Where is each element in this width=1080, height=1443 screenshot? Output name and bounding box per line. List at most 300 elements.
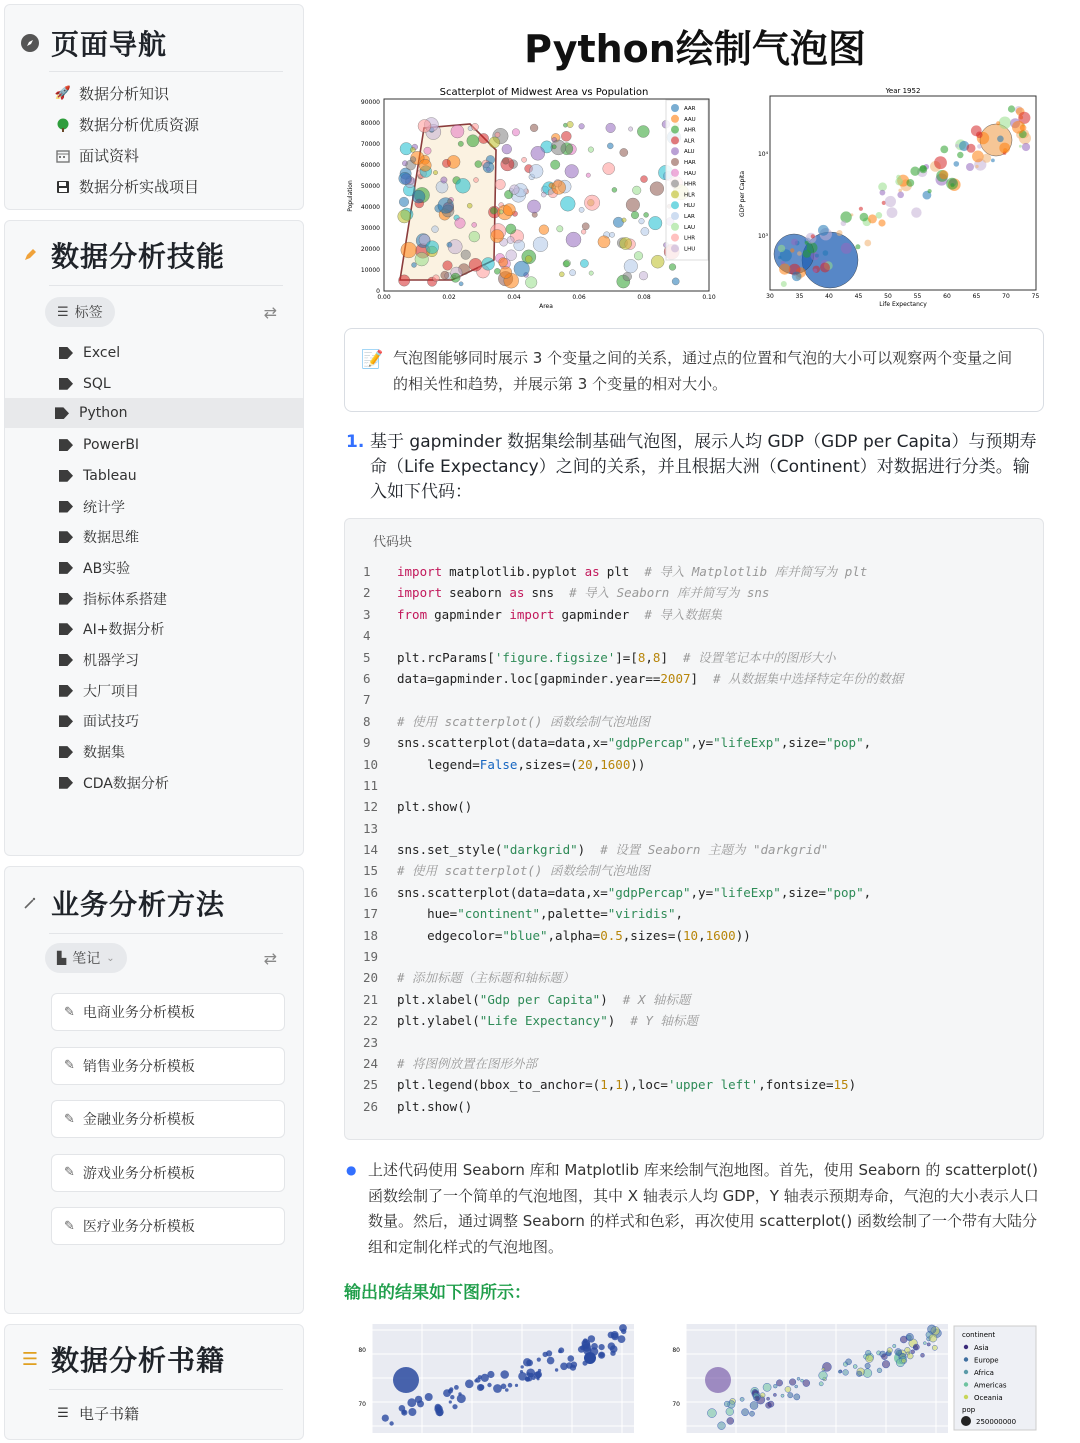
fig1-bubble [530, 124, 538, 132]
fig1-bubble [495, 132, 500, 137]
code-token: sns.scatterplot(data=data,x= [397, 735, 608, 751]
fig1-legend-label: HAR [684, 160, 696, 166]
code-token: 8 [637, 649, 646, 665]
code-token: ] [690, 670, 714, 686]
code-text [397, 860, 650, 881]
line-number: 4 [363, 628, 371, 644]
template-item[interactable] [51, 993, 285, 1031]
fig3-bubble [538, 1369, 541, 1372]
code-token: # 导入数据集 [644, 606, 722, 622]
template-item[interactable] [51, 1047, 285, 1085]
fig3-bubble [521, 1365, 524, 1368]
fig4-bubble [760, 1393, 765, 1398]
tag-item[interactable] [59, 526, 139, 548]
code-token: data=gapminder.loc[gapminder.year== [397, 670, 661, 686]
line-number: 3 [363, 606, 371, 622]
tag-item[interactable] [59, 465, 137, 487]
tag-item[interactable] [59, 342, 120, 364]
fig1-bubble [410, 157, 416, 163]
callout-text: 气泡图能够同时展示 3 个变量之间的关系，通过点的位置和气泡的大小可以观察两个变量之间的相关性和趋势，并展示第 3 个变量的相对大小。 [393, 349, 1013, 393]
fig1-ytick: 90000 [360, 99, 380, 106]
code-token: 'upper left' [667, 1077, 759, 1093]
code-token: 8 [652, 649, 661, 665]
fig1-bubble [612, 187, 617, 192]
fig1-bubble [499, 258, 508, 267]
fig1-bubble [494, 268, 500, 274]
template-label: 游戏业务分析模板 [82, 1165, 195, 1182]
code-token: ]=[ [615, 649, 638, 665]
fig2-xtick: 55 [913, 293, 922, 300]
fig2-bubble [991, 159, 995, 163]
chevron-down-icon: ⌄ [106, 952, 115, 964]
code-token: , [698, 927, 706, 943]
fig1-bubble [672, 278, 679, 285]
fig2-bubble [957, 152, 963, 158]
fig1-bubble [570, 270, 576, 276]
fig1-bubble [522, 157, 527, 162]
fig2-bubble [954, 161, 960, 167]
code-token: 'figure.figsize' [494, 649, 616, 665]
code-token: ,size= [780, 735, 826, 751]
fig1-bubble [589, 271, 593, 275]
template-item[interactable] [51, 1207, 285, 1245]
fig4-bubble [865, 1363, 870, 1368]
fig3-bubble [493, 1384, 502, 1393]
fig1-bubble [499, 210, 503, 214]
fig1-bubble [412, 190, 425, 203]
fig4-bubble [801, 1379, 804, 1382]
fig1-legend-marker [671, 180, 679, 188]
fig1-bubble [644, 212, 649, 217]
fig1-bubble [607, 143, 613, 149]
figure-year-1952 [738, 84, 1048, 310]
code-text [397, 796, 472, 817]
note-filter-pill[interactable] [45, 943, 127, 973]
fig1-ytick: 80000 [360, 120, 380, 127]
line-number: 16 [363, 884, 379, 900]
tag-label: 指标体系搭建 [83, 591, 167, 608]
bullet-dot-icon: ● [346, 1163, 357, 1177]
code-token: "darkgrid" [502, 842, 578, 858]
fig3-bubble [571, 1362, 577, 1368]
fig4-pop-title: pop [962, 1406, 976, 1414]
template-item[interactable] [51, 1154, 285, 1192]
fig2-bubble [940, 146, 948, 154]
fig1-bubble [565, 165, 579, 179]
code-lines [363, 561, 903, 1117]
tag-label: PowerBI [83, 437, 140, 454]
fig1-bubble [651, 255, 664, 268]
fig3-bubble [526, 1372, 530, 1376]
fig4-legend-label: Asia [974, 1344, 989, 1352]
fig2-bubble [805, 241, 809, 245]
fig2-x-ticks [766, 293, 1039, 300]
line-number: 20 [363, 970, 379, 986]
doc-icon: ▙ [57, 951, 67, 965]
fig3-bubble [543, 1352, 548, 1357]
magic-wand-icon [19, 892, 41, 914]
fig1-bubble [620, 148, 628, 156]
line-number: 15 [363, 863, 379, 879]
fig1-bubble [443, 261, 453, 271]
tag-icon [59, 531, 73, 543]
tag-label: 数据思维 [83, 530, 139, 547]
fig4-bubble [923, 1342, 926, 1345]
code-line [363, 1074, 903, 1095]
fig4-legend-label: Americas [974, 1381, 1007, 1390]
fig2-xtick: 30 [766, 293, 774, 300]
skills-title: 数据分析技能 [51, 240, 226, 273]
fig1-bubble [598, 236, 610, 248]
code-line [363, 903, 903, 924]
fig1-bubble [649, 216, 662, 229]
fig1-bubble [458, 141, 463, 146]
fig1-legend-label: AHR [684, 127, 696, 134]
fig1-bubble [525, 277, 537, 289]
fig4-bubble [843, 1370, 849, 1376]
tag-item[interactable] [59, 557, 130, 579]
fig2-bubble [1019, 145, 1022, 148]
fig1-bubble [650, 182, 664, 196]
fig3-bubble [515, 1384, 518, 1387]
template-label: 销售业务分析模板 [82, 1058, 195, 1075]
fig1-bubble [506, 250, 517, 261]
fig1-bubble [432, 226, 439, 233]
fig4-legend-label: Africa [974, 1369, 994, 1377]
fig1-y-ticks [361, 99, 380, 295]
nav-title: 页面导航 [51, 28, 168, 61]
fig2-bubble [880, 190, 886, 196]
fig3-bubble [591, 1343, 598, 1350]
skills-card [4, 220, 304, 856]
fig3-bubble [449, 1400, 452, 1403]
fig1-legend-marker [671, 212, 679, 220]
code-line [363, 796, 903, 817]
nav-item-resources[interactable] [55, 114, 199, 135]
fig1-xtick: 0.06 [572, 294, 586, 301]
figure-result-continent [662, 1318, 1048, 1433]
code-token: # 设置 Seaborn 主题为 "darkgrid" [600, 842, 829, 858]
fig3-bubble [583, 1361, 588, 1366]
tag-item[interactable] [59, 618, 164, 640]
fig2-bubble [934, 156, 947, 169]
fig3-bubble [487, 1383, 491, 1387]
fig4-bubble [785, 1386, 791, 1392]
fig4-legend-marker [964, 1395, 968, 1399]
tag-item[interactable] [59, 434, 139, 456]
fig1-bubble [438, 198, 454, 214]
code-token: import [397, 564, 443, 579]
tag-icon [59, 654, 73, 666]
fig1-ytick: 60000 [360, 162, 380, 169]
code-token: plt.rcParams[ [397, 649, 495, 665]
code-token: 1 [615, 1077, 623, 1093]
code-token: )) [735, 927, 751, 943]
tag-filter-pill[interactable] [45, 297, 115, 327]
fig4-legend-marker [964, 1357, 968, 1361]
fig1-bubble [399, 197, 409, 207]
code-token: , [592, 756, 601, 772]
fig4-bubble [781, 1394, 784, 1397]
fig3-bubble [582, 1341, 590, 1349]
code-token: 20 [577, 756, 593, 772]
fig1-bubble [563, 261, 570, 268]
fig4-bubble [755, 1396, 760, 1401]
code-line [363, 989, 903, 1010]
fig1-bubble [613, 217, 623, 227]
line-number: 8 [363, 713, 371, 729]
code-token: plt.xlabel( [397, 991, 480, 1007]
fig3-ytick: 70 [358, 1401, 366, 1408]
tag-icon [59, 685, 73, 697]
fig2-bubble [811, 234, 815, 238]
fig2-bubble [818, 225, 829, 236]
fig3-bubble [537, 1377, 540, 1380]
fig4-bubble [838, 1370, 841, 1373]
code-token: , [675, 906, 684, 922]
fig1-legend-marker [671, 115, 679, 123]
code-text [397, 647, 836, 668]
fig1-bubble [433, 275, 440, 282]
fig2-xlabel: Life Expectancy [879, 301, 927, 308]
fig1-legend-marker [671, 169, 679, 177]
template-item[interactable] [51, 1100, 285, 1138]
fig1-bubble [552, 145, 556, 149]
code-token: "Gdp per Capita" [479, 991, 601, 1007]
code-line [363, 582, 903, 603]
tag-item[interactable] [59, 680, 139, 702]
fig1-xtick: 0.08 [637, 294, 651, 301]
tag-item[interactable] [59, 710, 139, 732]
divider [49, 71, 283, 72]
pill-label: 笔记 [72, 951, 101, 967]
tag-item[interactable] [59, 649, 139, 671]
fig1-legend-marker [671, 201, 679, 209]
code-text [397, 582, 769, 603]
fig1-bubble [512, 129, 519, 136]
code-token: import [397, 585, 443, 601]
fig4-bubble [767, 1397, 770, 1400]
code-text [397, 561, 867, 582]
fig1-bubble [500, 267, 512, 279]
business-title: 业务分析方法 [51, 888, 226, 921]
line-number: 6 [363, 670, 371, 686]
divider [49, 285, 283, 286]
fig1-legend-label: LHU [684, 246, 696, 253]
code-token: from [397, 606, 428, 622]
tag-label: 大厂项目 [83, 683, 139, 700]
books-header [19, 1339, 225, 1379]
fig1-bubble [482, 258, 495, 271]
fig1-bubble [584, 195, 599, 210]
tag-icon [59, 623, 73, 635]
fig1-legend-marker [671, 104, 679, 112]
fig3-bubble [382, 1415, 389, 1422]
fig2-bubble [813, 269, 817, 273]
code-token: , [645, 649, 653, 665]
code-token: "Life Expectancy" [479, 1013, 608, 1029]
fig1-bubble [441, 177, 447, 183]
template-label: 金融业务分析模板 [82, 1112, 195, 1128]
code-token: ) [848, 1077, 857, 1093]
tag-label: 统计学 [83, 499, 125, 516]
fig3-bubble [465, 1380, 474, 1389]
code-block-label: 代码块 [373, 535, 413, 550]
fig4-ytick: 70 [672, 1401, 680, 1408]
code-line [363, 882, 903, 903]
fig1-bubble [639, 218, 645, 224]
fig3-bubble [501, 1384, 507, 1390]
line-number: 10 [363, 756, 379, 772]
nav-item-interview[interactable] [55, 145, 139, 166]
fig2-bubble [972, 151, 984, 163]
fig1-bubble [541, 192, 546, 197]
fig1-legend-marker [671, 244, 679, 252]
code-token: 15 [833, 1077, 849, 1093]
code-token: 1 [600, 1077, 608, 1093]
fig4-bubble [749, 1411, 754, 1416]
fig1-bubble [579, 207, 584, 212]
fig2-bubble [820, 263, 830, 273]
fig1-bubble [451, 273, 460, 282]
fig2-bubble [975, 165, 978, 168]
tag-icon [59, 715, 73, 727]
fig4-bubble [766, 1402, 772, 1408]
fig3-bubble [425, 1393, 433, 1401]
fig4-bubble [718, 1422, 726, 1430]
fig1-bubble [456, 178, 471, 193]
fig4-bubble [927, 1343, 930, 1346]
nav-card [4, 4, 304, 210]
tag-item[interactable] [59, 373, 111, 395]
line-number: 24 [363, 1055, 379, 1071]
fig2-bubble [887, 207, 898, 218]
fig4-bubble [882, 1360, 890, 1368]
fig1-bubble [567, 121, 573, 127]
fig4-bubble [797, 1377, 800, 1380]
fig4-bubble [776, 1380, 782, 1386]
fig1-legend-label: LHR [684, 235, 696, 242]
fig4-bubble [726, 1408, 734, 1416]
fig1-bubble [461, 250, 471, 260]
fig4-bubble [819, 1382, 823, 1386]
list-icon: ☰ [57, 304, 69, 320]
fig3-bubble [477, 1384, 484, 1391]
code-token: "gdpPercap" [607, 735, 691, 751]
fig1-bubble [626, 198, 640, 212]
code-token: ,sizes=( [517, 756, 578, 772]
tag-item[interactable] [5, 398, 303, 428]
line-number: 18 [363, 927, 379, 943]
code-token: # 导入 Seaborn 库并简写为 sns [569, 585, 770, 601]
fig3-bubble [608, 1342, 616, 1350]
fig1-bubble [610, 232, 615, 237]
fig2-bubble [911, 207, 921, 217]
fig1-legend-marker [671, 190, 679, 198]
nav-item-label: 电子书籍 [79, 1405, 140, 1423]
fig4-bubble [819, 1371, 828, 1380]
fig2-bubble [841, 221, 847, 227]
fig2-bubble [778, 245, 785, 252]
code-token: # 设置笔记本中的图形大小 [683, 649, 836, 665]
tag-item[interactable] [59, 588, 167, 610]
fig2-bubble [996, 121, 1000, 125]
code-token: plt.legend(bbox_to_anchor=( [397, 1077, 601, 1093]
filter-icon[interactable]: ⇄ [263, 303, 277, 322]
fig1-bubble [624, 259, 638, 273]
code-token: # X 轴标题 [622, 991, 691, 1007]
fig1-bubble [634, 252, 643, 261]
fig4-bubble [763, 1383, 771, 1391]
fig1-bubble [467, 203, 472, 208]
fig1-legend-marker [671, 223, 679, 231]
fig4-bubble [788, 1393, 793, 1398]
fig1-legend-marker [671, 147, 679, 155]
code-token: sns [531, 585, 570, 601]
fig4-legend-title: continent [962, 1331, 996, 1339]
fig2-bubble [982, 154, 991, 163]
tag-item[interactable] [59, 741, 125, 763]
nav-item-knowledge[interactable] [55, 83, 169, 104]
tag-item[interactable] [59, 772, 169, 794]
fig1-legend-label: HHR [684, 181, 697, 188]
code-token: ,sizes=( [622, 927, 683, 943]
fig2-bubble [837, 230, 843, 236]
code-token: "viridis" [607, 906, 676, 922]
code-text [397, 989, 690, 1010]
fig3-bubble [618, 1335, 626, 1343]
fig1-bubble [503, 204, 515, 216]
fig3-bubble [487, 1371, 494, 1378]
code-text [397, 754, 645, 775]
fig2-bubble [779, 264, 790, 275]
fig1-legend-label: HLU [684, 203, 695, 210]
nav-item-ebooks[interactable] [55, 1403, 139, 1424]
fig1-legend-label: HLR [684, 192, 696, 199]
fig4-bubble [895, 1349, 902, 1356]
fig3-bubble [449, 1387, 453, 1391]
fig2-bubble [997, 136, 1004, 143]
fig4-legend-label: Oceania [974, 1394, 1003, 1402]
tag-item[interactable] [59, 496, 125, 518]
business-card [4, 866, 304, 1314]
fig1-bubble [495, 179, 505, 189]
fig2-bubble [955, 144, 959, 148]
fig1-bubble [622, 218, 626, 222]
pencil-icon [19, 244, 41, 266]
nav-item-projects[interactable] [55, 176, 199, 197]
filter-icon[interactable]: ⇄ [263, 949, 277, 968]
code-token: False [479, 756, 518, 772]
code-token: , [863, 884, 872, 900]
fig1-bubble [471, 123, 478, 130]
fig2-bubble [966, 163, 974, 171]
line-number: 1 [363, 564, 371, 579]
fig4-pop-marker [961, 1416, 971, 1426]
code-token: gapminder [561, 606, 645, 622]
business-header [19, 883, 225, 923]
fig4-bubble [928, 1325, 937, 1334]
fig1-bubble [581, 229, 586, 234]
fig2-bubble [999, 143, 1010, 154]
fig1-xlabel: Area [539, 303, 553, 310]
code-token: gapminder [434, 606, 510, 622]
fig1-bubble [641, 176, 648, 183]
code-block[interactable] [344, 518, 1044, 1140]
fig1-bubble [559, 272, 564, 277]
magic-wand-icon: ✎ [64, 1004, 75, 1020]
code-line [363, 839, 903, 860]
